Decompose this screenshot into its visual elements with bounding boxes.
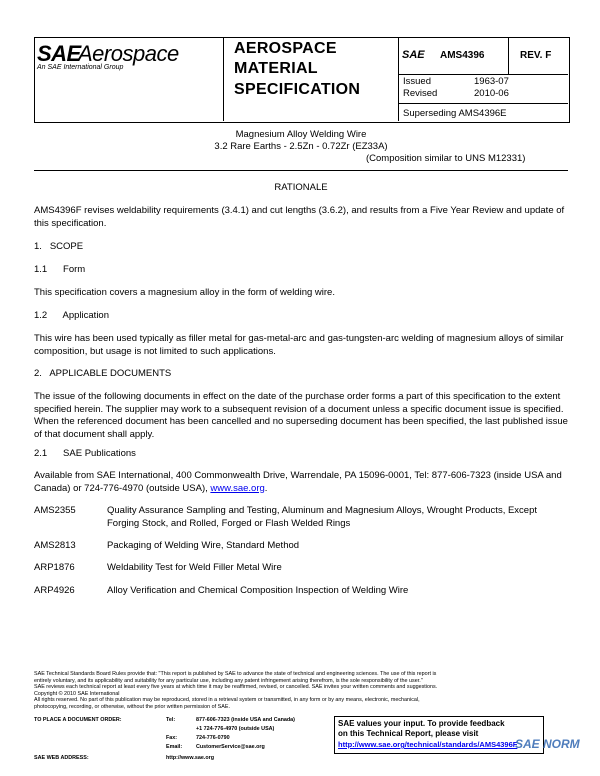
reference-code: AMS2355: [34, 505, 76, 516]
superseding: Superseding AMS4396E: [403, 108, 507, 119]
header-divider: [223, 37, 224, 121]
reference-code: AMS2813: [34, 540, 76, 551]
header-divider: [398, 74, 568, 75]
reference-title: Quality Assurance Sampling and Testing, Aluminum and Magnesium Alloys, Wrought Products, Except Forging Stock, and Rolled, Forged or Flash Welded Rings: [107, 505, 538, 529]
paragraph: The issue of the following documents in effect on the date of the purchase order forms a part of this specification to the extent specified herein. The supplier may work to a subsequent revision of a document unless a specific document issue is specified. When the referenced document has been cancelled and no superseding document has been specified, the last published issue of that document shall apply.: [34, 391, 568, 440]
feedback-line: SAE values your input. To provide feedback: [338, 719, 505, 728]
paragraph: This specification covers a magnesium alloy in the form of welding wire.: [34, 287, 335, 298]
revised-date: 2010-06: [474, 88, 509, 99]
section-heading: 2. APPLICABLE DOCUMENTS: [34, 368, 172, 379]
subsection-heading: 2.1 SAE Publications: [34, 448, 136, 459]
watermark: SAE NORM: [515, 737, 580, 751]
paragraph: This wire has been used typically as filler metal for gas-metal-arc and gas-tungsten-arc welding of magnesium alloys of similar composition, but usage is not limited to such applications.: [34, 333, 564, 357]
legal-line: Copyright © 2010 SAE International: [34, 690, 120, 697]
logo-sae: SAE: [37, 41, 81, 66]
reference-title: Weldability Test for Weld Filler Metal Wire: [107, 562, 282, 573]
reference-code: ARP4926: [34, 585, 75, 596]
reference-code: ARP1876: [34, 562, 75, 573]
legal-line: SAE Technical Standards Board Rules provide that: "This report is published by SAE to advance the state of technical and engineering sciences. The use of this report is: [34, 671, 437, 677]
rationale-text: AMS4396F revises weldability requirements (3.4.1) and cut lengths (3.6.2), and results from a Five Year Review and update of this specification.: [34, 205, 565, 229]
web-label: SAE WEB ADDRESS:: [34, 755, 89, 761]
footer-legal: [34, 671, 568, 711]
doc-title-line2: 3.2 Rare Earths - 2.5Zn - 0.72Zr (EZ33A): [214, 141, 388, 152]
email-label: Email:: [166, 744, 183, 750]
header-divider: [398, 103, 568, 104]
legal-line: SAE reviews each technical report at least every five years at which time it may be reaffirmed, revised, or cancelled. SAE invites your written comments and suggestions.: [34, 684, 438, 691]
sae-website-link[interactable]: www.sae.org: [210, 482, 265, 494]
web-address[interactable]: http://www.sae.org: [166, 755, 215, 761]
header-divider: [508, 37, 509, 74]
tel-label: Tel:: [166, 717, 176, 723]
logo-aerospace: Aerospace: [78, 41, 179, 66]
mini-sae-logo: SAE: [402, 49, 425, 61]
legal-line: entirely voluntary, and its applicability and suitability for any particular use, including any patent infringement arising therefrom, is the sole responsibility of the user.": [34, 677, 423, 684]
doc-type-line: MATERIAL: [234, 60, 318, 77]
revised-label: Revised: [403, 88, 438, 99]
logo-subtitle: An SAE International Group: [37, 64, 124, 71]
order-label: TO PLACE A DOCUMENT ORDER:: [34, 717, 122, 723]
reference-title: Packaging of Welding Wire, Standard Method: [107, 540, 300, 551]
header-divider: [398, 37, 399, 121]
feedback-link[interactable]: http://www.sae.org/technical/standards/AMS4396F: [338, 740, 518, 749]
tel-outside: +1 724-776-4970 (outside USA): [196, 726, 275, 732]
period: .: [264, 482, 268, 494]
legal-line: photocopying, recording, or otherwise, without the prior written permission of SAE.: [34, 703, 230, 710]
doc-type-line: AEROSPACE: [234, 40, 337, 57]
legal-line: All rights reserved. No part of this publication may be reproduced, stored in a retrieval system or transmitted, in any form or by any means, electronic, mechanical,: [34, 697, 420, 704]
tel-inside: 877-606-7323 (inside USA and Canada): [196, 717, 295, 723]
doc-id: AMS4396: [440, 50, 485, 61]
reference-title: Alloy Verification and Chemical Composition Inspection of Welding Wire: [107, 585, 409, 596]
issued-date: 1963-07: [474, 76, 509, 87]
paragraph: [34, 470, 568, 495]
feedback-line: on this Technical Report, please visit: [338, 729, 479, 738]
email-address[interactable]: CustomerService@sae.org: [196, 744, 265, 750]
doc-type-line: SPECIFICATION: [234, 81, 361, 98]
subsection-heading: 1.1 Form: [34, 264, 86, 275]
subsection-heading: 1.2 Application: [34, 310, 109, 321]
title-rule: [34, 170, 568, 171]
doc-title-line1: Magnesium Alloy Welding Wire: [235, 129, 367, 140]
fax-number: 724-776-0790: [196, 735, 230, 741]
rationale-heading: RATIONALE: [274, 182, 328, 193]
revision: REV. F: [520, 50, 552, 61]
feedback-box: [334, 716, 544, 754]
sae-address: Available from SAE International, 400 Commonwealth Drive, Warrendale, PA 15096-0001, Tel: 877-606-7323 (inside USA and Canada) or 724-776-4970 (outside USA),: [34, 470, 562, 494]
issued-label: Issued: [403, 76, 431, 87]
section-heading: 1. SCOPE: [34, 241, 84, 252]
doc-title-line3: (Composition similar to UNS M12331): [366, 153, 526, 164]
fax-label: Fax:: [166, 735, 178, 741]
